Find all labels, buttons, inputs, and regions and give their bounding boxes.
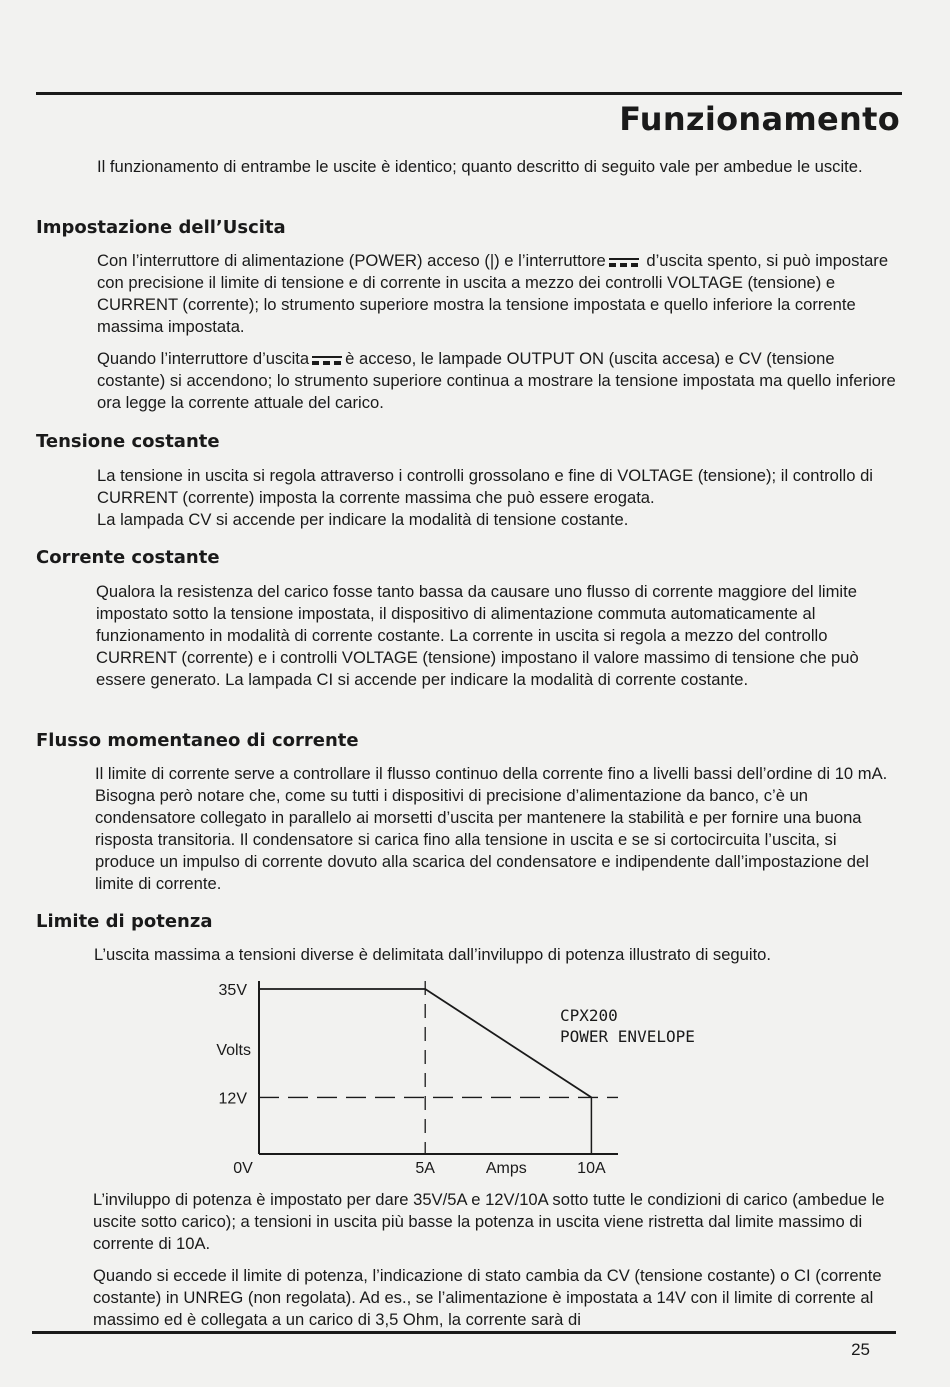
tensione-paragraph-1: La tensione in uscita si regola attraverso i controlli grossolano e fine di VOLTAGE (tensione); il controllo di CURRENT (corrente) imposta la corrente massima che può essere erogata.	[97, 466, 873, 507]
heading-tensione: Tensione costante	[36, 431, 220, 452]
tensione-paragraph-2: La lampada CV si accende per indicare la modalità di tensione costante.	[97, 510, 629, 529]
footer-rule	[32, 1331, 896, 1334]
y-tick-12v: 12V	[218, 1090, 247, 1108]
page-number: 25	[851, 1340, 870, 1359]
flusso-paragraph: Il limite di corrente serve a controllare il flusso continuo della corrente fino a livelli bassi dell’ordine di 10 mA. Bisogna però notare che, come su tutti i dispositivi di precisione d’alimentazione da banco, c’è un condensatore collegato in parallelo ai morsetti d’uscita per mantenere la stabilità e per fornire una buona risposta transitoria. Il condensatore si carica fino alla tensione in uscita e se si cortocircuita l’uscita, si produce un impulso di corrente dovuto alla scarica del condensatore e indipendente dall’impostazione del limite di corrente.	[95, 764, 888, 893]
x-tick-10a: 10A	[577, 1160, 606, 1177]
x-axis-label: Amps	[485, 1160, 527, 1177]
chart-title-line-2: POWER ENVELOPE	[560, 1027, 695, 1046]
limite-paragraph-2: L’inviluppo di potenza è impostato per dare 35V/5A e 12V/10A sotto tutte le condizioni di carico (ambedue le uscite sotto carico); a tensioni in uscita più basse la potenza in uscita viene ristretta dal limite massimo di corrente di 10A.	[93, 1190, 885, 1253]
heading-flusso: Flusso momentaneo di corrente	[36, 730, 359, 751]
y-tick-0v: 0V	[233, 1160, 253, 1177]
impostazione-p2-start: Quando l’interruttore d’uscita	[97, 349, 310, 368]
y-tick-35v: 35V	[218, 982, 247, 999]
impostazione-p1-end: d’uscita spento, si può impostare con precisione il limite di tensione e di corrente in uscita a mezzo dei controlli VOLTAGE (tensione) e CURRENT (corrente); lo strumento superiore mostra la tensione impostata e quello inferiore la corrente massima impostata.	[97, 251, 889, 336]
power-envelope-chart	[200, 972, 740, 1182]
dc-output-switch-icon	[312, 356, 342, 368]
dc-output-switch-icon	[609, 258, 639, 270]
impostazione-paragraph-1	[97, 250, 897, 338]
y-axis-label: Volts	[216, 1042, 251, 1060]
heading-impostazione: Impostazione dell’Uscita	[36, 217, 286, 238]
limite-paragraph-1: L’uscita massima a tensioni diverse è delimitata dall’inviluppo di potenza illustrato di seguito.	[94, 945, 772, 964]
heading-corrente: Corrente costante	[36, 547, 220, 568]
chart-title-line-1: CPX200	[560, 1006, 618, 1025]
corrente-paragraph: Qualora la resistenza del carico fosse tanto bassa da causare uno flusso di corrente maggiore del limite impostato sotto la tensione impostata, il dispositivo di alimentazione commuta automaticamente al funzionamento in modalità di corrente costante. La corrente in uscita si regola a mezzo del controllo CURRENT (corrente) e i controlli VOLTAGE (tensione) impostano il valore massimo di tensione che può essere generato. La lampada CI si accende per indicare la modalità di corrente costante.	[96, 582, 859, 689]
header-rule	[36, 92, 902, 95]
heading-limite: Limite di potenza	[36, 911, 213, 932]
x-tick-5a: 5A	[415, 1160, 435, 1177]
limite-paragraph-3: Quando si eccede il limite di potenza, l’indicazione di stato cambia da CV (tensione costante) o CI (corrente costante) in UNREG (non regolata). Ad es., se l’alimentazione è impostata a 14V con il limite di corrente al massimo ed è collegata a un carico di 3,5 Ohm, la corrente sarà di	[93, 1266, 882, 1329]
impostazione-paragraph-2	[97, 348, 897, 414]
intro-paragraph: Il funzionamento di entrambe le uscite è identico; quanto descritto di seguito vale per ambedue le uscite.	[97, 157, 863, 176]
impostazione-p2-end: è acceso, le lampade OUTPUT ON (uscita accesa) e CV (tensione costante) si accendono; lo strumento superiore continua a mostrare la tensione impostata ma quello inferiore ora legge la corrente attuale del carico.	[97, 349, 896, 412]
impostazione-p1-start: Con l’interruttore di alimentazione (POWER) acceso (|) e l’interruttore	[97, 251, 606, 270]
page-title: Funzionamento	[619, 100, 900, 138]
